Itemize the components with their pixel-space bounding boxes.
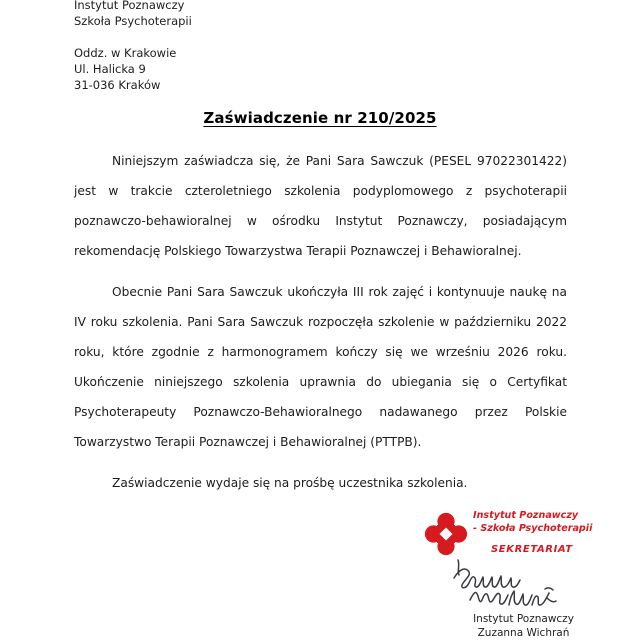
body-paragraph-1: Niniejszym zaświadcza się, że Pani Sara Sawczuk (PESEL 97022301422) jest w trakcie czteroletniego szkolenia podyplomowego z psychoterapii poznawczo-behawioralnej w ośrodku Instytut Poznawczy, posiadającym rekomendację Polskiego Towarzystwa Terapii Poznawczej i Behawioralnej. <box>74 154 567 258</box>
handwritten-signature <box>452 558 582 616</box>
letterhead-spacer <box>74 29 192 45</box>
four-petal-clover-icon <box>424 512 468 556</box>
stamp-org-lines <box>473 510 592 535</box>
stamp-department: SEKRETARIAT <box>491 544 573 555</box>
page-title-text: Zaświadczenie nr 210/2025 <box>203 109 437 127</box>
signature-caption-name: Zuzanna Wichrań <box>477 627 570 639</box>
page-title <box>0 109 640 127</box>
body-paragraph-3: Zaświadczenie wydaje się na prośbę uczestnika szkolenia. <box>112 476 468 490</box>
letterhead <box>74 0 192 93</box>
letterhead-org-line2: Szkoła Psychoterapii <box>74 14 192 28</box>
letterhead-street: Ul. Halicka 9 <box>74 62 146 76</box>
letterhead-branch: Oddz. w Krakowie <box>74 46 177 60</box>
letterhead-org-line1: Instytut Poznawczy <box>74 0 185 12</box>
stamp-line2: - Szkoła Psychoterapii <box>473 522 593 534</box>
letterhead-city: 31-036 Kraków <box>74 78 161 92</box>
document-body <box>74 146 567 498</box>
body-paragraph-2: Obecnie Pani Sara Sawczuk ukończyła III rok zajęć i kontynuuje naukę na IV roku szkolenia. Pani Sara Sawczuk rozpoczęła szkolenie w październiku 2022 roku, które zgodnie z harmonogramem kończy się we wrześniu 2026 roku. Ukończenie niniejszego szkolenia uprawnia do ubiegania się o Certyfikat Psychoterapeuty Poznawczo-Behawioralnego nadawanego przez Polskie Towarzystwo Terapii Poznawczej i Behawioralnej (PTTPB). <box>74 285 567 449</box>
signature-caption <box>421 612 626 640</box>
signature-caption-org: Instytut Poznawczy <box>473 613 574 625</box>
stamp-line1: Instytut Poznawczy <box>473 510 579 521</box>
